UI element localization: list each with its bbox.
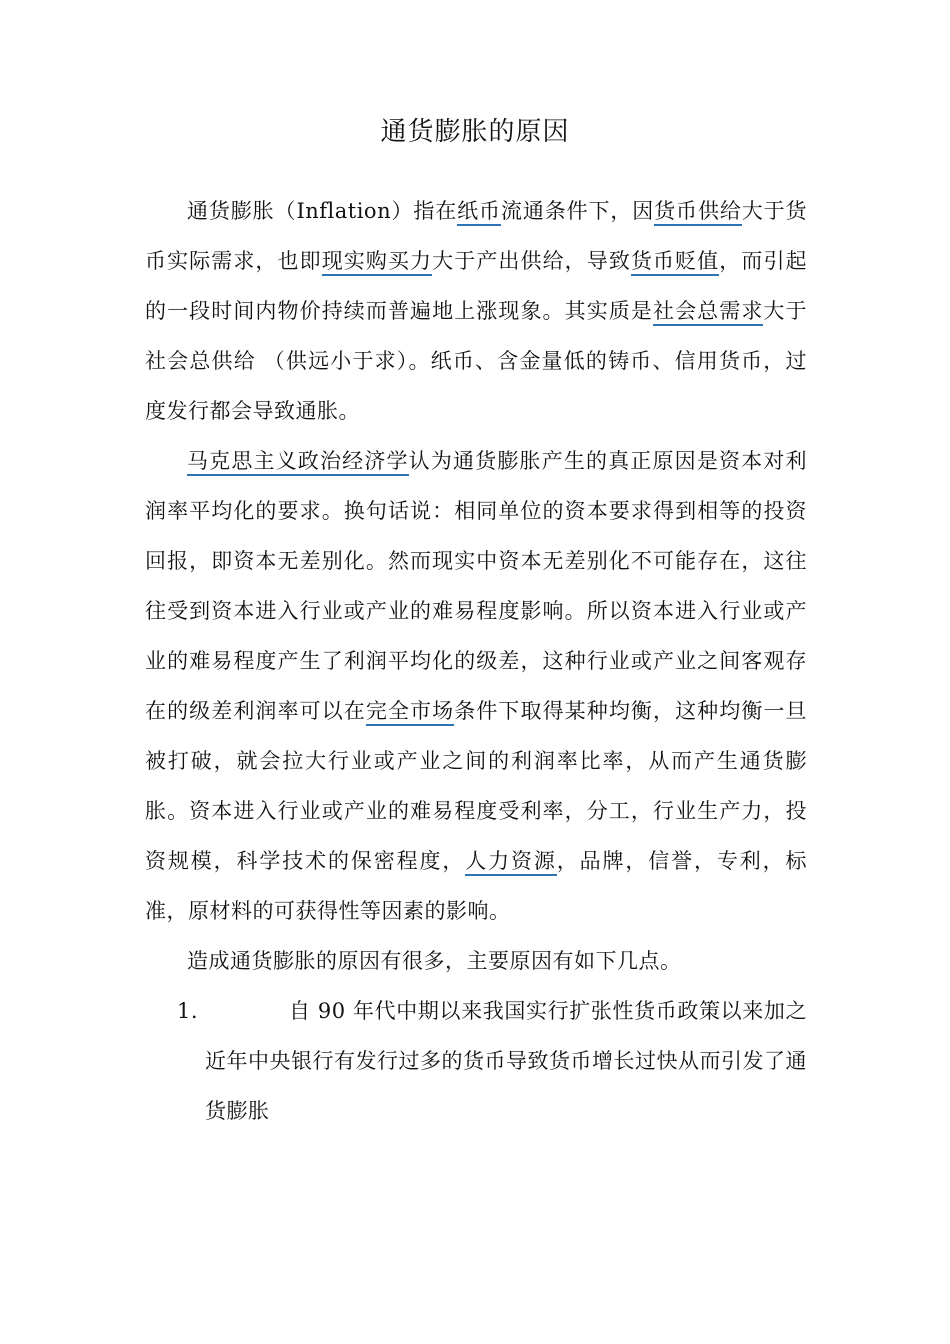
- text-segment: 流通条件下，因: [500, 199, 655, 223]
- text-segment: 大于社会总供给 （供远小于求）。纸币、含金量低的铸币、信用货币，过度发行都会导致通胀。: [145, 299, 808, 423]
- text-segment: ，品牌，信誉，专利，标准，原材料的可获得性等因素的影响。: [145, 849, 807, 923]
- link-money-supply[interactable]: 货币供给: [654, 199, 742, 226]
- text-segment: ，而引起的一段时间内物价持续而普遍地上涨现象。其实质是: [145, 249, 808, 323]
- link-human-resources[interactable]: 人力资源: [465, 849, 557, 876]
- link-devaluation[interactable]: 货币贬值: [631, 249, 719, 276]
- link-marxist-economics[interactable]: 马克思主义政治经济学: [187, 449, 409, 476]
- paragraph-marxist-view: [145, 436, 807, 936]
- link-purchasing-power[interactable]: 现实购买力: [322, 249, 432, 276]
- document-body: [145, 186, 807, 1136]
- paragraph-definition: [145, 186, 807, 436]
- link-aggregate-demand[interactable]: 社会总需求: [653, 299, 763, 326]
- text-segment: 大于产出供给，导致: [432, 249, 631, 273]
- causes-list: [145, 986, 807, 1136]
- text-segment: 认为通货膨胀产生的真正原因是资本对利润率平均化的要求。换句话说：相同单位的资本要求得到相等的投资回报，即资本无差别化。然而现实中资本无差别化不可能存在，这往往受到资本进入行业或产业的难易程度影响。所以资本进入行业或产业的难易程度产生了利润平均化的级差，这种行业或产业之间客观存在的级差利润率可以在: [145, 449, 808, 723]
- paragraph-causes-intro: 造成通货膨胀的原因有很多，主要原因有如下几点。: [187, 949, 682, 973]
- text-segment: 条件下取得某种均衡，这种均衡一旦被打破，就会拉大行业或产业之间的利润率比率，从而产生通货膨胀。资本进入行业或产业的难易程度受利率，分工，行业生产力，投资规模，科学技术的保密程度，: [145, 699, 808, 873]
- link-perfect-market[interactable]: 完全市场: [366, 699, 454, 726]
- list-item-text: 自 90 年代中期以来我国实行扩张性货币政策以来加之近年中央银行有发行过多的货币导致货币增长过快从而引发了通货膨胀: [205, 999, 807, 1123]
- text-segment: 大于货币实际需求，也即: [145, 199, 808, 273]
- list-item-number: 1.: [177, 999, 199, 1023]
- link-paper-money[interactable]: 纸币: [457, 199, 501, 226]
- list-item: [145, 986, 807, 1136]
- document-title: 通货膨胀的原因: [380, 117, 570, 147]
- text-segment: 通货膨胀（Inflation）指在: [187, 199, 458, 223]
